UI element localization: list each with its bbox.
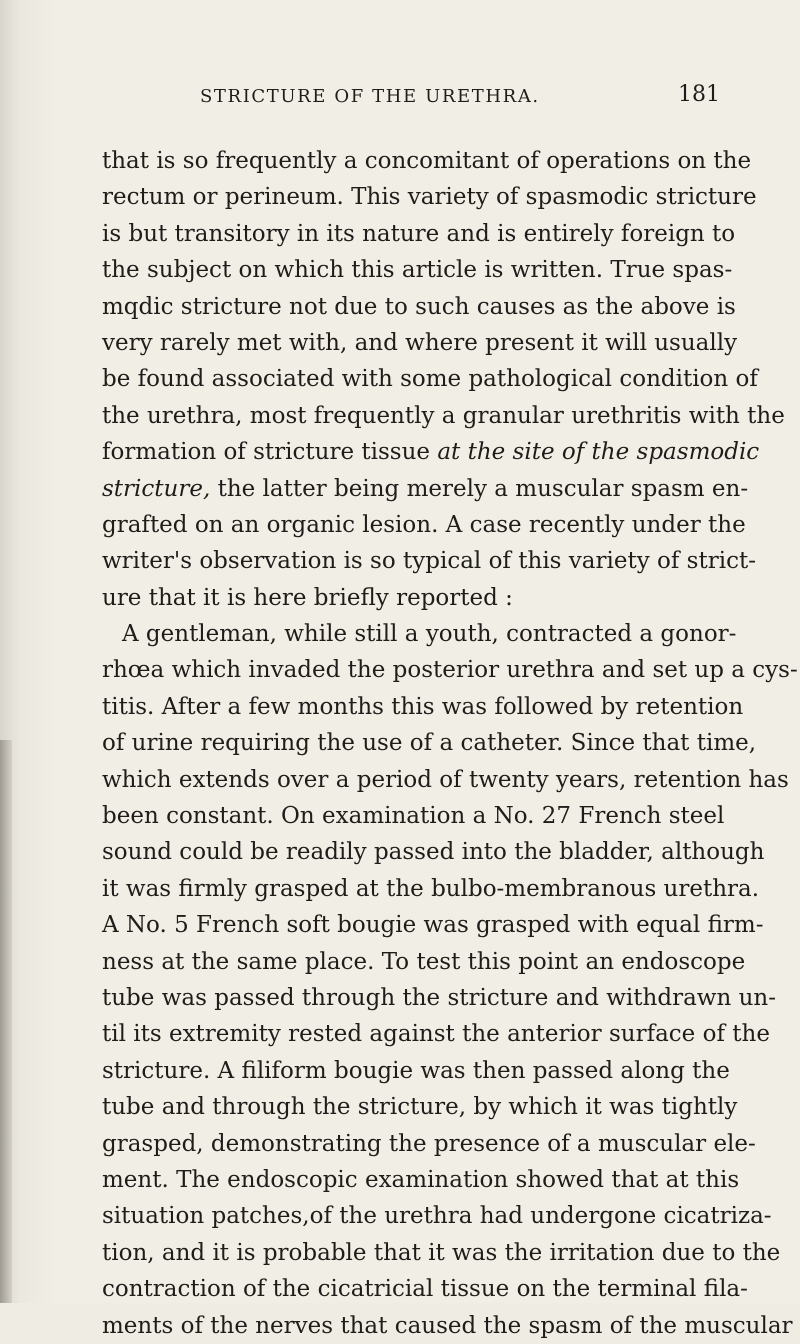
text-line: that is so frequently a concomitant of operations on the bbox=[102, 148, 752, 174]
page-header bbox=[200, 82, 720, 116]
text-line: rhœa which invaded the posterior urethra and set up a cys- bbox=[102, 657, 798, 684]
text-line: tube and through the stricture, by which it was tightly bbox=[102, 1094, 738, 1121]
text-roman: formation of stricture tissue bbox=[102, 439, 438, 466]
text-line: stricture. A filiform bougie was then passed along the bbox=[102, 1057, 730, 1084]
text-line: ness at the same place. To test this point an endoscope bbox=[102, 948, 746, 975]
running-head: STRICTURE OF THE URETHRA. bbox=[200, 86, 540, 107]
text-line: mqdic stricture not due to such causes as the above is bbox=[102, 293, 736, 320]
text-line: titis. After a few months this was followed by retention bbox=[102, 693, 744, 720]
text-line: til its extremity rested against the anterior surface of the bbox=[102, 1021, 770, 1048]
text-line: grafted on an organic lesion. A case recently under the bbox=[102, 511, 746, 538]
text-line: ment. The endoscopic examination showed that at this bbox=[102, 1166, 740, 1193]
text-line: tion, and it is probable that it was the irritation due to the bbox=[102, 1239, 781, 1266]
text-line: A No. 5 French soft bougie was grasped with equal firm- bbox=[102, 912, 764, 939]
text-line: which extends over a period of twenty years, retention has bbox=[102, 766, 789, 793]
text-line bbox=[102, 471, 749, 507]
text-line: been constant. On examination a No. 27 French steel bbox=[102, 803, 725, 830]
text-line: tube was passed through the stricture and withdrawn un- bbox=[102, 984, 776, 1011]
text-line: very rarely met with, and where present it will usually bbox=[102, 329, 738, 356]
text-line: of urine requiring the use of a catheter. Since that time, bbox=[102, 730, 757, 757]
text-line: ments of the nerves that caused the spasm of the muscular bbox=[102, 1312, 793, 1339]
text-line: contraction of the cicatricial tissue on the terminal fila- bbox=[102, 1276, 748, 1303]
text-roman: the latter being merely a muscular spasm en- bbox=[210, 475, 749, 502]
text-line: be found associated with some pathological condition of bbox=[102, 366, 758, 393]
text-italic: at the site of the spasmodic bbox=[437, 439, 760, 466]
text-line: grasped, demonstrating the presence of a muscular ele- bbox=[102, 1130, 756, 1157]
text-line: it was firmly grasped at the bulbo-membranous urethra. bbox=[102, 875, 760, 902]
text-line bbox=[102, 434, 760, 470]
text-line: situation patches,of the urethra had undergone cicatriza- bbox=[102, 1203, 772, 1230]
text-line: the subject on which this article is written. True spas- bbox=[102, 257, 733, 284]
text-italic: stricture, bbox=[102, 475, 211, 502]
text-line: sound could be readily passed into the bladder, although bbox=[102, 839, 765, 866]
text-line: rectum or perineum. This variety of spasmodic stricture bbox=[102, 184, 757, 211]
text-line: writer's observation is so typical of this variety of strict- bbox=[102, 548, 756, 575]
page-number: 181 bbox=[678, 82, 720, 107]
text-line: ure that it is here briefly reported : bbox=[102, 584, 513, 611]
body-text bbox=[102, 143, 798, 1344]
binding-shadow bbox=[0, 740, 12, 1303]
text-line: the urethra, most frequently a granular urethritis with the bbox=[102, 402, 785, 429]
text-line: A gentleman, while still a youth, contracted a gonor- bbox=[122, 621, 737, 648]
text-line: is but transitory in its nature and is entirely foreign to bbox=[102, 220, 736, 247]
